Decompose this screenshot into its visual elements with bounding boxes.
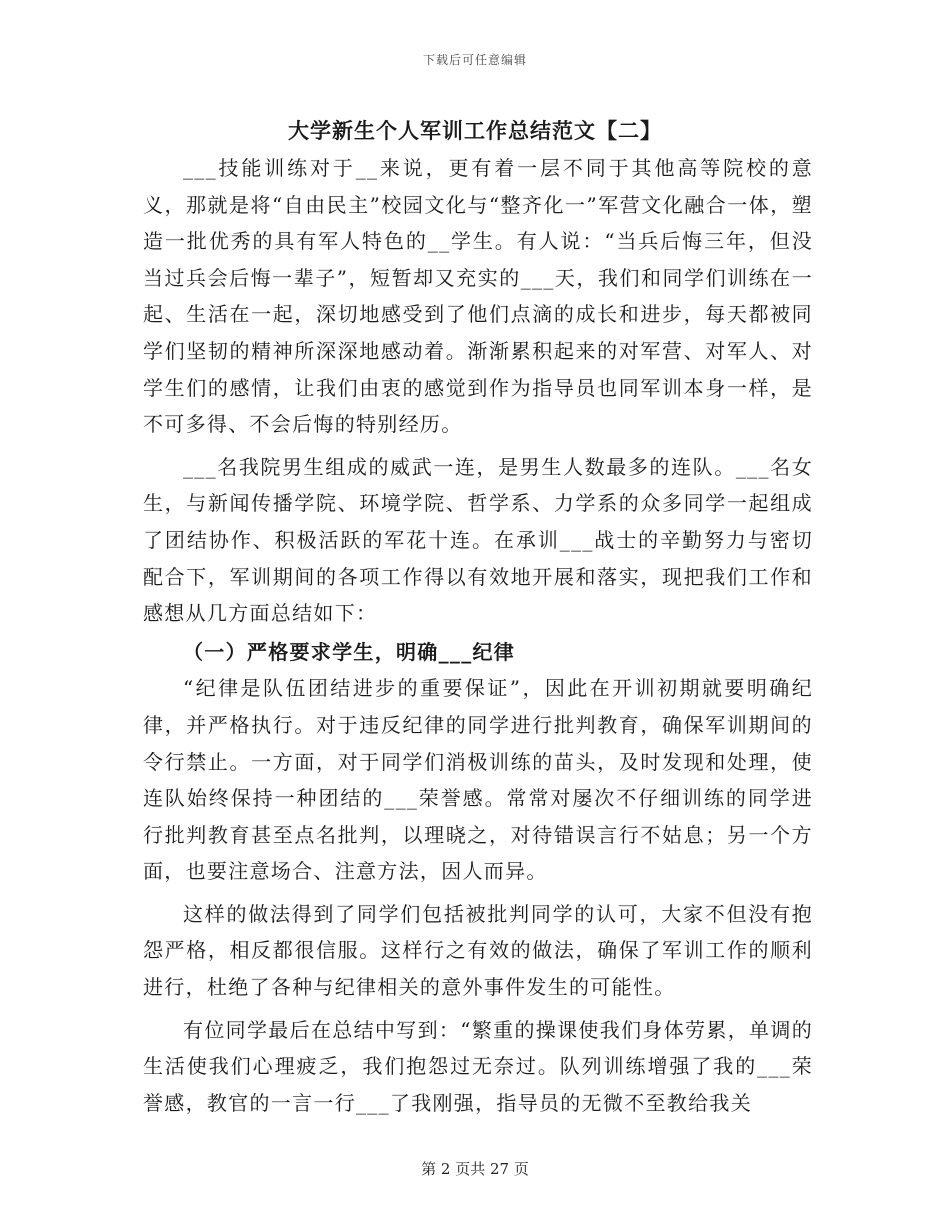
- paragraph-2: ___名我院男生组成的威武一连，是男生人数最多的连队。___名女生，与新闻传播学院、环境学院、哲学系、力学系的众多同学一起组成了团结协作、积极活跃的军花十连。在承训___战士的辛勤努力与密切配合下，军训期间的各项工作得以有效地开展和落实，现把我们工作和感想从几方面总结如下：: [143, 454, 813, 626]
- page-number: 第 2 页共 27 页: [421, 1160, 529, 1178]
- page-header-note: 下载后可任意编辑: [422, 53, 527, 67]
- section-paragraph-2: 这样的做法得到了同学们包括被批判同学的认可，大家不但没有抱怨严格，相反都很信服。这样行之有效的做法，确保了军训工作的顺利进行，杜绝了各种与纪律相关的意外事件发生的可能性。: [143, 901, 813, 1000]
- document-title: 大学新生个人军训工作总结范文【二】: [288, 118, 662, 143]
- section-paragraph-1: “纪律是队伍团结进步的重要保证”，因此在开训初期就要明确纪律，并严格执行。对于违反纪律的同学进行批判教育，确保军训期间的令行禁止。一方面，对于同学们消极训练的苗头，及时发现和处理，使连队始终保持一种团结的___荣誉感。常常对屡次不仔细训练的同学进行批判教育甚至点名批判，以理晓之，对待错误言行不姑息；另一个方面，也要注意场合、注意方法，因人而异。: [143, 676, 813, 884]
- paragraph-1: ___技能训练对于__来说，更有着一层不同于其他高等院校的意义，那就是将“自由民主”校园文化与“整齐化一”军营文化融合一体，塑造一批优秀的具有军人特色的__学生。有人说：“当兵后悔三年，但没当过兵会后悔一辈子”，短暂却又充实的___天，我们和同学们训练在一起、生活在一起，深切地感受到了他们点滴的成长和进步，每天都被同学们坚韧的精神所深深地感动着。渐渐累积起来的对军营、对军人、对学生们的感情，让我们由衷的感觉到作为指导员也同军训本身一样，是不可多得、不会后悔的特别经历。: [143, 156, 813, 437]
- section-paragraph-3: 有位同学最后在总结中写到：“繁重的操课使我们身体劳累，单调的生活使我们心理疲乏，我们抱怨过无奈过。队列训练增强了我的___荣誉感，教官的一言一行___了我刚强，指导员的无微不至教给我关: [143, 1017, 813, 1115]
- section-heading: （一）严格要求学生，明确___纪律: [183, 639, 516, 664]
- document-body: [143, 150, 813, 1121]
